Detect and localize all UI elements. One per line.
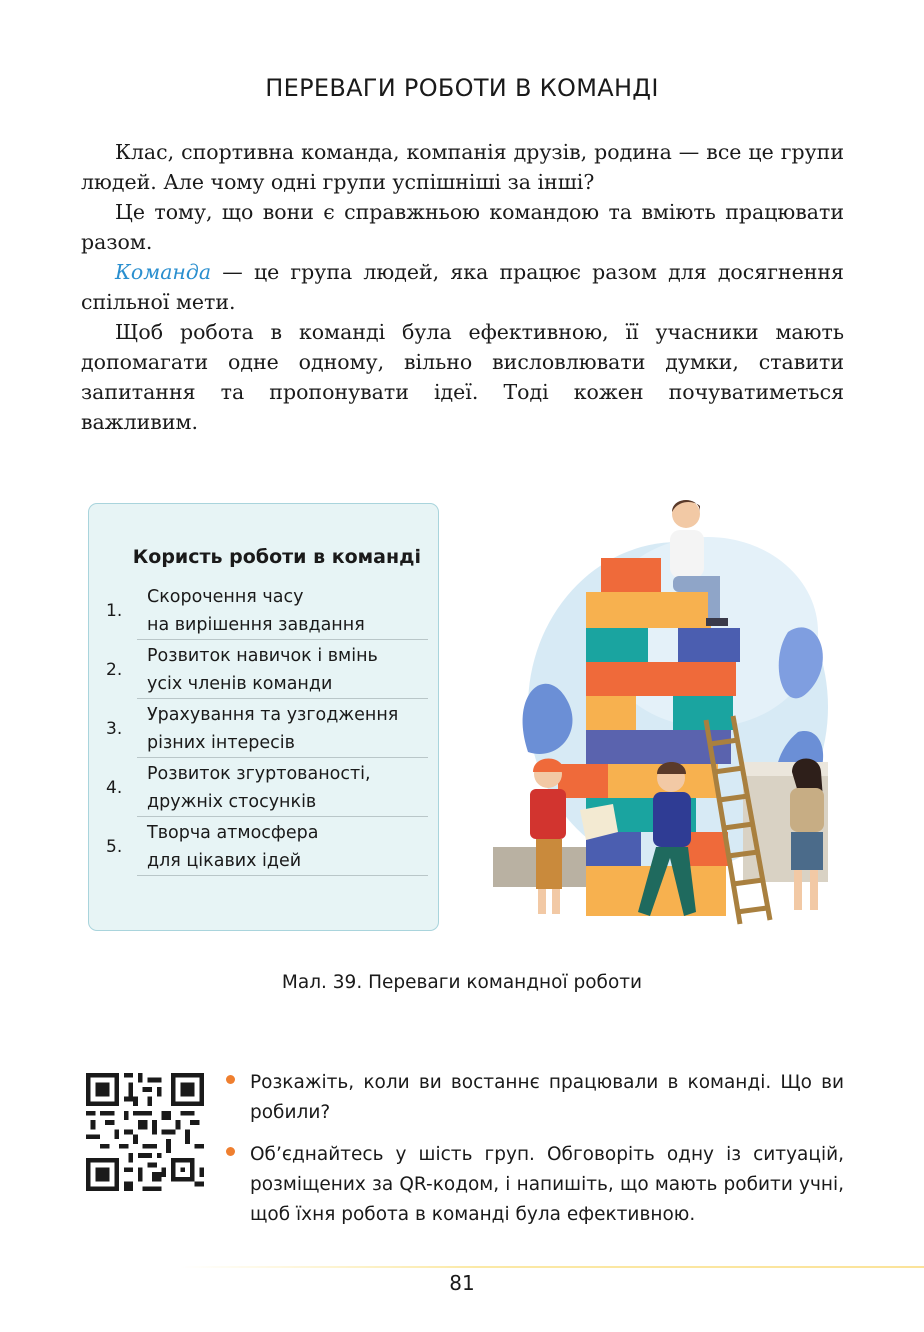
teamwork-illustration [488,492,848,932]
bullet-dot-icon [224,1140,250,1230]
paragraph-1: Клас, спортивна команда, компанія друзів, родина — все це групи людей. Але чому одні групи успішніші за інші? [81,140,844,194]
benefit-text: Розвиток згуртованості, дружніх стосунків [137,759,428,817]
task-list [224,1068,844,1242]
page-title: ПЕРЕВАГИ РОБОТИ В КОМАНДІ [265,74,659,102]
task-item [224,1068,844,1128]
benefit-text: Скорочення часу на вирішення завдання [137,582,428,640]
paragraph-2: Це тому, що вони є справжньою командою та вміють працювати разом. [81,200,844,254]
task-item [224,1140,844,1230]
bullet-dot-icon [224,1068,250,1128]
benefits-title: Користь роботи в команді [132,546,421,568]
page-number: 81 [449,1271,475,1295]
benefit-row [103,582,428,640]
term-komanda: Команда [115,260,212,284]
figure-caption: Мал. 39. Переваги командної роботи [281,972,643,993]
benefit-row [103,818,428,876]
benefits-list [103,582,428,877]
benefits-card [88,503,439,931]
term-definition: — це група людей, яка працює разом для досягнення спільної мети. [81,260,844,314]
task-text: Розкажіть, коли ви востаннє працювали в команді. Що ви робили? [250,1072,844,1123]
benefit-row [103,641,428,699]
benefit-row [103,700,428,758]
paragraph-4: Щоб робота в команді була ефективною, її учасники мають допомагати одне одному, вільно висловлювати думки, ставити запитання та пропонувати ідеї. Тоді кожен почуватиметься важливим. [81,320,844,434]
benefit-text: Творча атмосфера для цікавих ідей [137,818,428,876]
task-text: Об’єднайтесь у шість груп. Обговоріть одну із ситуацій, розміщених за QR-кодом, і напишіть, що мають робити учні, щоб їхня робота в команді була ефективною. [250,1144,844,1225]
paragraph-3 [81,257,844,317]
benefit-number: 1. [106,601,123,621]
qr-code-icon[interactable] [86,1073,204,1191]
benefit-number: 5. [106,837,123,857]
main-text [81,137,844,437]
footer-divider [180,1266,924,1268]
benefit-number: 4. [106,778,123,798]
benefit-number: 2. [106,660,123,680]
benefit-text: Розвиток навичок і вмінь усіх членів команди [137,641,428,699]
benefit-text: Урахування та узгодження різних інтересів [137,700,428,758]
benefit-row [103,759,428,817]
benefit-number: 3. [106,719,123,739]
